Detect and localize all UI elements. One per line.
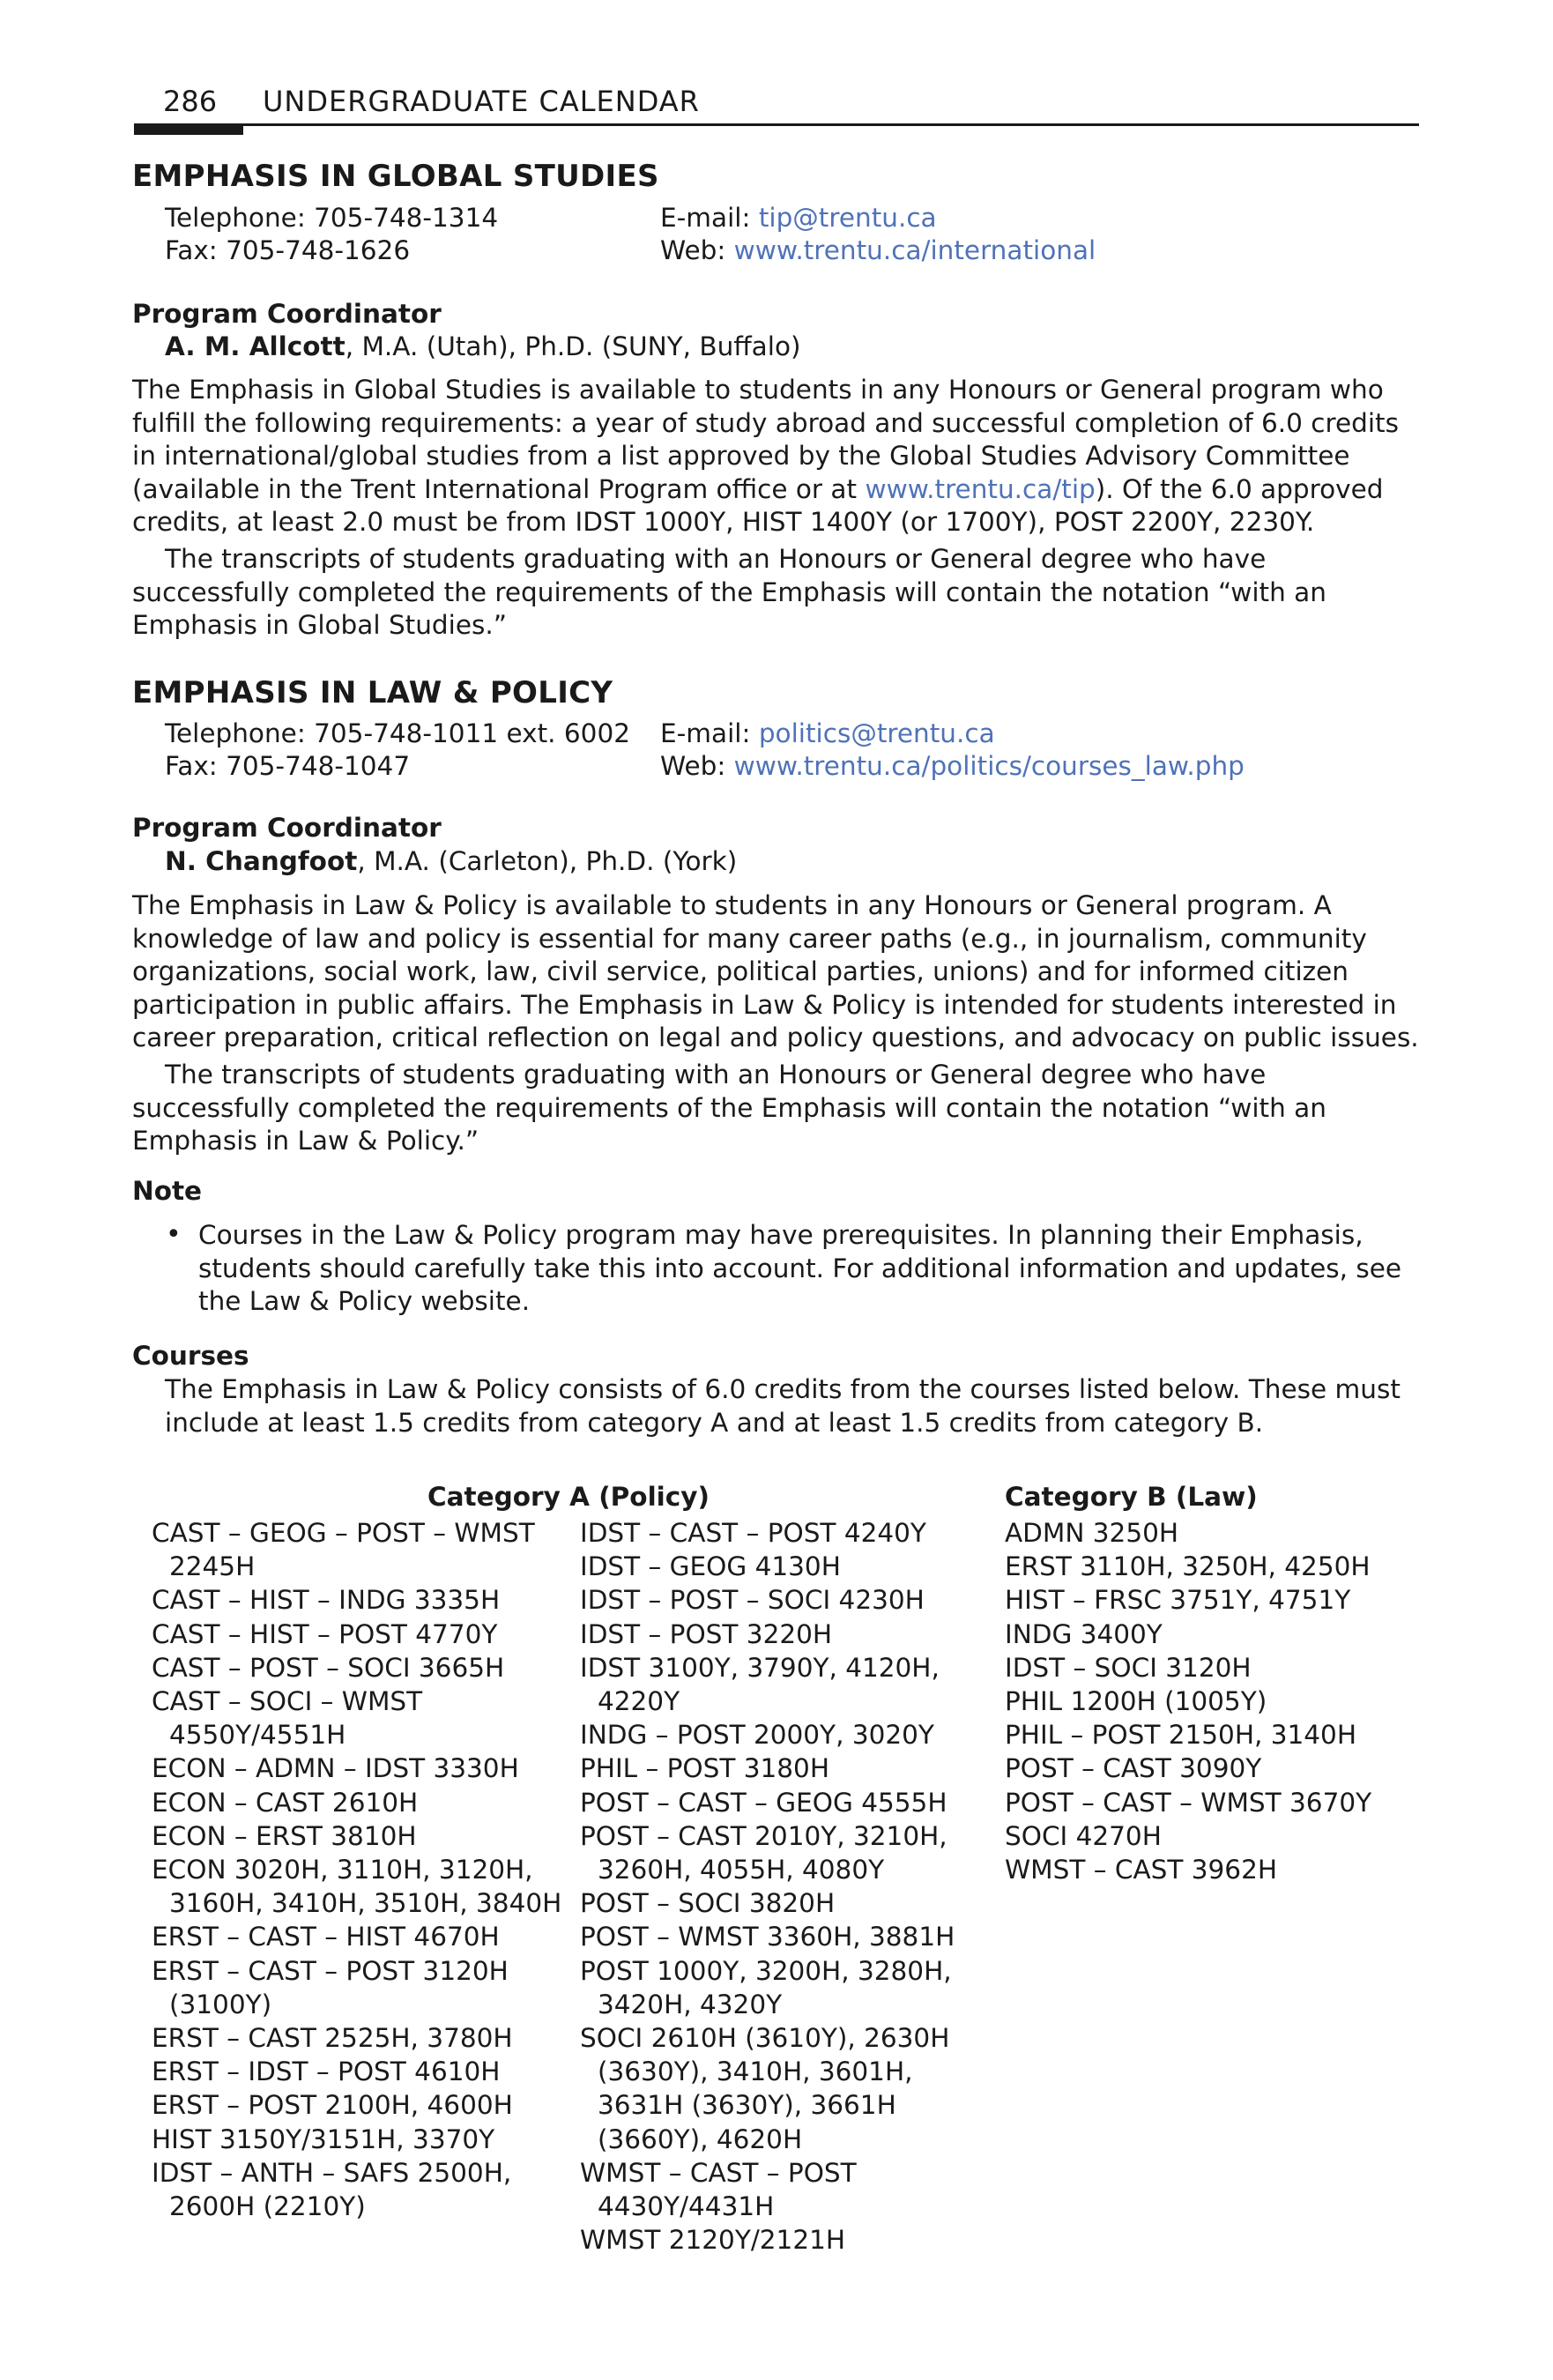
course-item: ADMN 3250H: [1005, 1518, 1179, 1548]
global-telephone: Telephone: 705-748-1314: [165, 203, 499, 233]
category-a-column-1: [152, 1516, 566, 2223]
law-email-label: E-mail:: [660, 718, 759, 748]
law-email-line: [660, 718, 995, 748]
calendar-title: UNDERGRADUATE CALENDAR: [263, 85, 700, 118]
global-email-line: [660, 203, 937, 233]
course-item: HIST – FRSC 3751Y, 4751Y: [1005, 1585, 1351, 1616]
course-item: WMST – CAST 3962H: [1005, 1855, 1278, 1885]
law-web-label: Web:: [660, 751, 734, 781]
law-policy-title: EMPHASIS IN LAW & POLICY: [132, 675, 613, 710]
course-item: ERST 3110H, 3250H, 4250H: [1005, 1551, 1371, 1582]
category-a-column-2: [580, 1516, 985, 2257]
law-web-link[interactable]: www.trentu.ca/politics/courses_law.php: [733, 751, 1245, 781]
global-paragraph-2: The transcripts of students graduating with an Honours or General degree who have successfully completed the requirements of the Emphasis will contain the notation “with an Emphasis in Global Studies.”: [132, 544, 1326, 640]
header-rule: [134, 123, 1419, 126]
course-item: INDG 3400Y: [1005, 1618, 1163, 1649]
course-item: POST – CAST – WMST 3670Y: [1005, 1787, 1372, 1818]
course-item: ECON – ERST 3810H: [152, 1820, 417, 1851]
running-header: [134, 78, 1419, 139]
course-item: CAST – GEOG – POST – WMST 2245H: [152, 1518, 535, 1582]
global-web-line: [660, 235, 1096, 265]
course-item: IDST – CAST – POST 4240Y: [580, 1518, 926, 1548]
courses-heading: Courses: [132, 1341, 249, 1371]
course-item: ECON – CAST 2610H: [152, 1787, 419, 1818]
note-bullet-text: Courses in the Law & Policy program may have prerequisites. In planning their Emphasis, students should carefully take this into account. For additional information and updates, see the Law & Policy website.: [198, 1220, 1402, 1316]
course-item: SOCI 4270H: [1005, 1820, 1162, 1851]
course-item: POST – SOCI 3820H: [580, 1888, 836, 1919]
global-paragraph-1-text-b: ). Of the 6.0 approved credits, at least 2.0 must be from IDST 1000Y, HIST 1400Y (or 1700Y), POST 2200Y, 2230Y.: [132, 473, 1384, 537]
note-bullet-dot: •: [166, 1219, 182, 1250]
law-telephone: Telephone: 705-748-1011 ext. 6002: [165, 718, 630, 748]
law-coordinator-degrees: , M.A. (Carleton), Ph.D. (York): [357, 846, 738, 876]
course-item: CAST – HIST – POST 4770Y: [152, 1618, 498, 1649]
law-email-link[interactable]: politics@trentu.ca: [758, 718, 995, 748]
global-fax: Fax: 705-748-1626: [165, 235, 411, 265]
global-paragraph-1: [132, 374, 1428, 539]
course-item: IDST – GEOG 4130H: [580, 1551, 841, 1582]
course-item: CAST – POST – SOCI 3665H: [152, 1652, 505, 1683]
global-coordinator-name: A. M. Allcott: [165, 331, 346, 361]
law-coordinator-heading: Program Coordinator: [132, 813, 442, 843]
category-a-heading: Category A (Policy): [427, 1482, 710, 1512]
course-item: ERST – CAST – POST 3120H (3100Y): [152, 1955, 509, 2019]
course-item: INDG – POST 2000Y, 3020Y: [580, 1720, 934, 1751]
global-web-link[interactable]: www.trentu.ca/international: [733, 235, 1096, 265]
law-coordinator: [165, 846, 737, 876]
global-coordinator-heading: Program Coordinator: [132, 299, 442, 329]
global-coordinator-degrees: , M.A. (Utah), Ph.D. (SUNY, Buffalo): [345, 331, 801, 361]
course-item: WMST – CAST – POST 4430Y/4431H: [580, 2157, 857, 2222]
course-item: IDST – POST 3220H: [580, 1618, 833, 1649]
law-paragraph-1: The Emphasis in Law & Policy is available to students in any Honours or General program. A knowledge of law and policy is essential for many career paths (e.g., in journalism, community organizations, social work, law, civil service, political parties, unions) and for informed citizen participation in public affairs. The Emphasis in Law & Policy is intended for students interested in career preparation, critical reflection on legal and policy questions, and advocacy on public issues.: [132, 890, 1419, 1052]
global-coordinator: [165, 331, 801, 361]
global-web-label: Web:: [660, 235, 734, 265]
course-item: IDST – SOCI 3120H: [1005, 1652, 1252, 1683]
course-item: WMST 2120Y/2121H: [580, 2225, 846, 2256]
courses-description: The Emphasis in Law & Policy consists of 6.0 credits from the courses listed below. These must include at least 1.5 credits from category A and at least 1.5 credits from category B.: [165, 1374, 1401, 1438]
global-tip-link[interactable]: www.trentu.ca/tip: [865, 473, 1096, 504]
course-item: ERST – IDST – POST 4610H: [152, 2056, 501, 2087]
course-item: POST – WMST 3360H, 3881H: [580, 1922, 955, 1952]
page-number: 286: [163, 85, 218, 118]
course-item: POST – CAST – GEOG 4555H: [580, 1787, 947, 1818]
header-tab-bar: [134, 123, 243, 135]
course-item: ECON 3020H, 3110H, 3120H, 3160H, 3410H, 3510H, 3840H: [152, 1855, 562, 1919]
course-item: ERST – CAST 2525H, 3780H: [152, 2023, 513, 2054]
course-item: IDST – ANTH – SAFS 2500H, 2600H (2210Y): [152, 2157, 512, 2222]
course-item: ERST – CAST – HIST 4670H: [152, 1922, 500, 1952]
category-b-column: [1005, 1516, 1410, 1886]
global-paragraph-1-text-a: The Emphasis in Global Studies is available to students in any Honours or General program who fulfill the following requirements: a year of study abroad and successful completion of 6.0 credits in international/global studies from a list approved by the Global Studies Advisory Committee (available in the Trent International Program office or at: [132, 375, 1399, 504]
category-b-heading: Category B (Law): [1005, 1482, 1258, 1512]
course-item: POST 1000Y, 3200H, 3280H, 3420H, 4320Y: [580, 1955, 952, 2019]
course-item: CAST – SOCI – WMST 4550Y/4551H: [152, 1686, 423, 1751]
course-item: SOCI 2610H (3610Y), 2630H (3630Y), 3410H, 3601H, 3631H (3630Y), 3661H (3660Y), 4620H: [580, 2023, 950, 2154]
global-studies-title: EMPHASIS IN GLOBAL STUDIES: [132, 159, 659, 194]
course-item: IDST 3100Y, 3790Y, 4120H, 4220Y: [580, 1652, 940, 1717]
global-email-link[interactable]: tip@trentu.ca: [758, 203, 937, 233]
course-item: PHIL – POST 3180H: [580, 1753, 830, 1784]
course-item: CAST – HIST – INDG 3335H: [152, 1585, 501, 1616]
law-paragraph-2: The transcripts of students graduating with an Honours or General degree who have successfully completed the requirements of the Emphasis will contain the notation “with an Emphasis in Law & Policy.”: [132, 1060, 1326, 1156]
law-fax: Fax: 705-748-1047: [165, 751, 411, 781]
course-item: PHIL – POST 2150H, 3140H: [1005, 1720, 1357, 1751]
note-heading: Note: [132, 1176, 203, 1206]
course-item: IDST – POST – SOCI 4230H: [580, 1585, 925, 1616]
law-web-line: [660, 751, 1245, 781]
course-item: HIST 3150Y/3151H, 3370Y: [152, 2123, 495, 2154]
course-item: POST – CAST 2010Y, 3210H, 3260H, 4055H, 4080Y: [580, 1820, 947, 1885]
global-email-label: E-mail:: [660, 203, 759, 233]
course-item: ERST – POST 2100H, 4600H: [152, 2090, 513, 2121]
course-item: ECON – ADMN – IDST 3330H: [152, 1753, 519, 1784]
law-coordinator-name: N. Changfoot: [165, 846, 358, 876]
course-item: POST – CAST 3090Y: [1005, 1753, 1262, 1784]
course-item: PHIL 1200H (1005Y): [1005, 1686, 1267, 1717]
